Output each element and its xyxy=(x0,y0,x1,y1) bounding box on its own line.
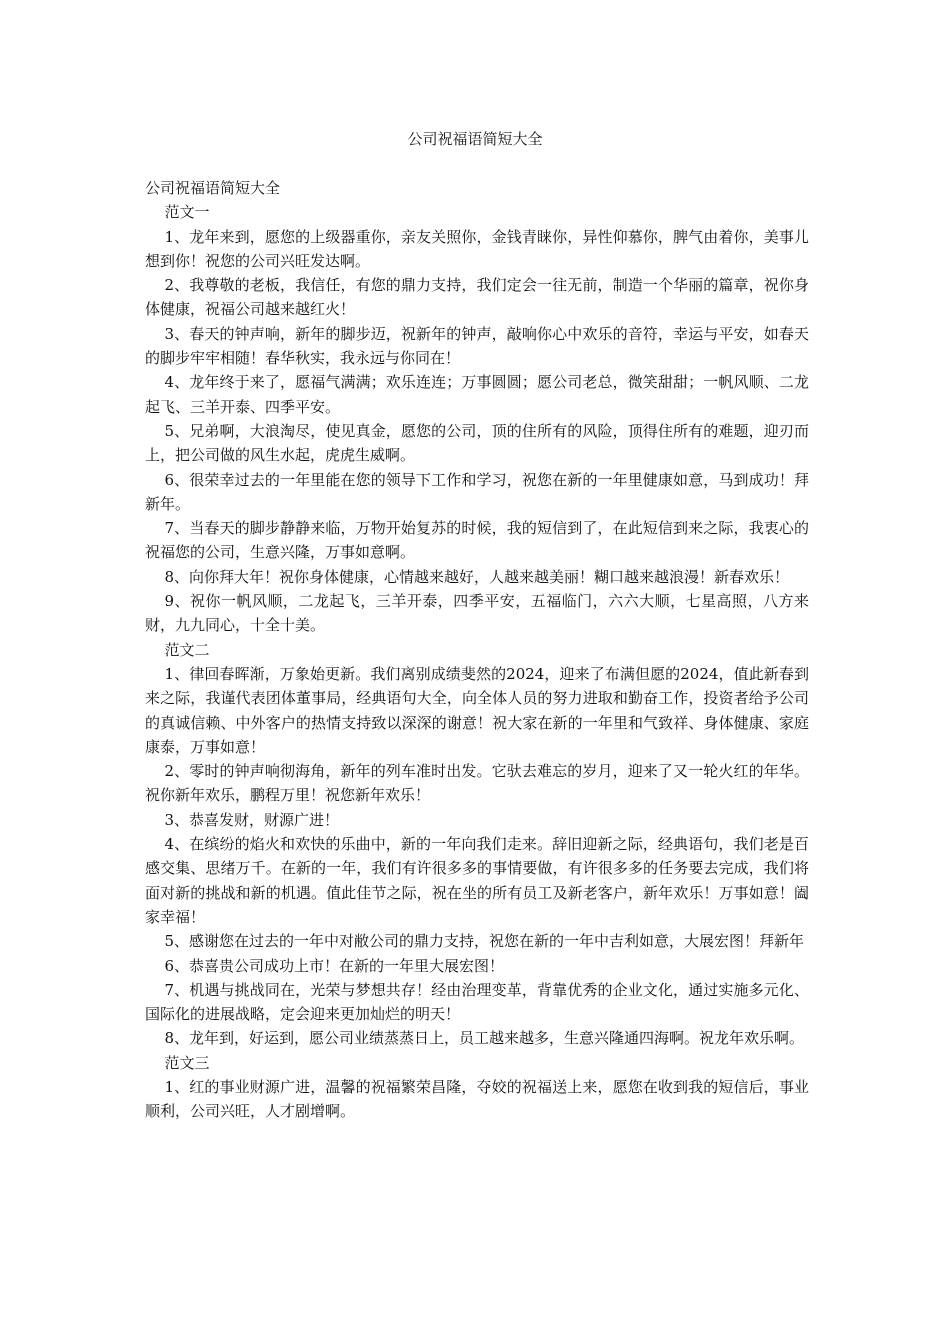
document-body xyxy=(145,176,809,1124)
paragraph: 4、在缤纷的焰火和欢快的乐曲中，新的一年向我们走来。辞旧迎新之际，经典语句，我们老是百感交集、思绪万千。在新的一年，我们有许很多多的事情要做，有许很多多的任务要去完成，我们将面对新的挑战和新的机遇。值此佳节之际，祝在坐的所有员工及新老客户，新年欢乐！万事如意！阖家幸福！ xyxy=(145,835,809,926)
paragraph: 7、机遇与挑战同在，光荣与梦想共存！经由治理变革，背靠优秀的企业文化，通过实施多元化、国际化的进展战略，定会迎来更加灿烂的明天！ xyxy=(145,980,809,1024)
paragraph: 5、感谢您在过去的一年中对敝公司的鼎力支持，祝您在新的一年中吉利如意，大展宏图！拜新年 xyxy=(164,932,805,951)
section-heading: 范文三 xyxy=(164,1053,210,1072)
paragraph: 1、律回春晖渐，万象始更新。我们离别成绩斐然的2024，迎来了布满但愿的2024，值此新春到来之际，我谨代表团体董事局，经典语句大全，向全体人员的努力进取和勤奋工作，投资者给予公司的真诚信赖、中外客户的热情支持致以深深的谢意！祝大家在新的一年里和气致祥、身体健康、家庭康泰，万事如意！ xyxy=(145,664,809,756)
section-heading: 范文一 xyxy=(164,203,210,222)
paragraph: 5、兄弟啊，大浪淘尽，使见真金，愿您的公司，顶的住所有的风险，顶得住所有的难题，迎刃而上，把公司做的风生水起，虎虎生威啊。 xyxy=(145,421,809,465)
paragraph: 9、祝你一帆风顺，二龙起飞，三羊开泰，四季平安，五福临门，六六大顺，七星高照，八方来财，九九同心，十全十美。 xyxy=(145,592,809,635)
paragraph: 3、恭喜发财，财源广进！ xyxy=(164,810,340,829)
document-heading: 公司祝福语简短大全 xyxy=(145,179,281,197)
paragraph: 7、当春天的脚步静静来临，万物开始复苏的时候，我的短信到了，在此短信到来之际，我衷心的祝福您的公司，生意兴隆，万事如意啊。 xyxy=(145,519,809,562)
paragraph: 2、零时的钟声响彻海角，新年的列车准时出发。它驮去难忘的岁月，迎来了又一轮火红的年华。祝你新年欢乐，鹏程万里！祝您新年欢乐！ xyxy=(145,762,809,805)
paragraph: 8、龙年到，好运到，愿公司业绩蒸蒸日上，员工越来越多，生意兴隆通四海啊。祝龙年欢乐啊。 xyxy=(164,1029,805,1048)
section-heading: 范文二 xyxy=(164,640,210,659)
paragraph: 2、我尊敬的老板，我信任，有您的鼎力支持，我们定会一往无前，制造一个华丽的篇章，祝你身体健康，祝福公司越来越红火！ xyxy=(145,276,809,319)
paragraph: 1、龙年来到，愿您的上级器重你，亲友关照你，金钱青睐你，异性仰慕你，脾气由着你，美事儿想到你！祝您的公司兴旺发达啊。 xyxy=(145,227,809,270)
paragraph: 8、向你拜大年！祝你身体健康，心情越来越好，人越来越美丽！糊口越来越浪漫！新春欢乐！ xyxy=(164,567,790,586)
paragraph: 6、很荣幸过去的一年里能在您的领导下工作和学习，祝您在新的一年里健康如意，马到成功！拜新年。 xyxy=(145,470,809,513)
paragraph: 6、恭喜贵公司成功上市！在新的一年里大展宏图！ xyxy=(164,956,505,975)
paragraph: 3、春天的钟声响，新年的脚步迈，祝新年的钟声，敲响你心中欢乐的音符，幸运与平安，如春天的脚步牢牢相随！春华秋实，我永远与你同在！ xyxy=(145,324,809,368)
page-title: 公司祝福语简短大全 xyxy=(407,130,543,148)
paragraph: 1、红的事业财源广进，温馨的祝福繁荣昌隆，夺姣的祝福送上来，愿您在收到我的短信后，事业顺利，公司兴旺，人才剧增啊。 xyxy=(145,1077,809,1121)
paragraph: 4、龙年终于来了，愿福气满满；欢乐连连；万事圆圆；愿公司老总，微笑甜甜；一帆风顺、二龙起飞、三羊开泰、四季平安。 xyxy=(145,373,809,416)
